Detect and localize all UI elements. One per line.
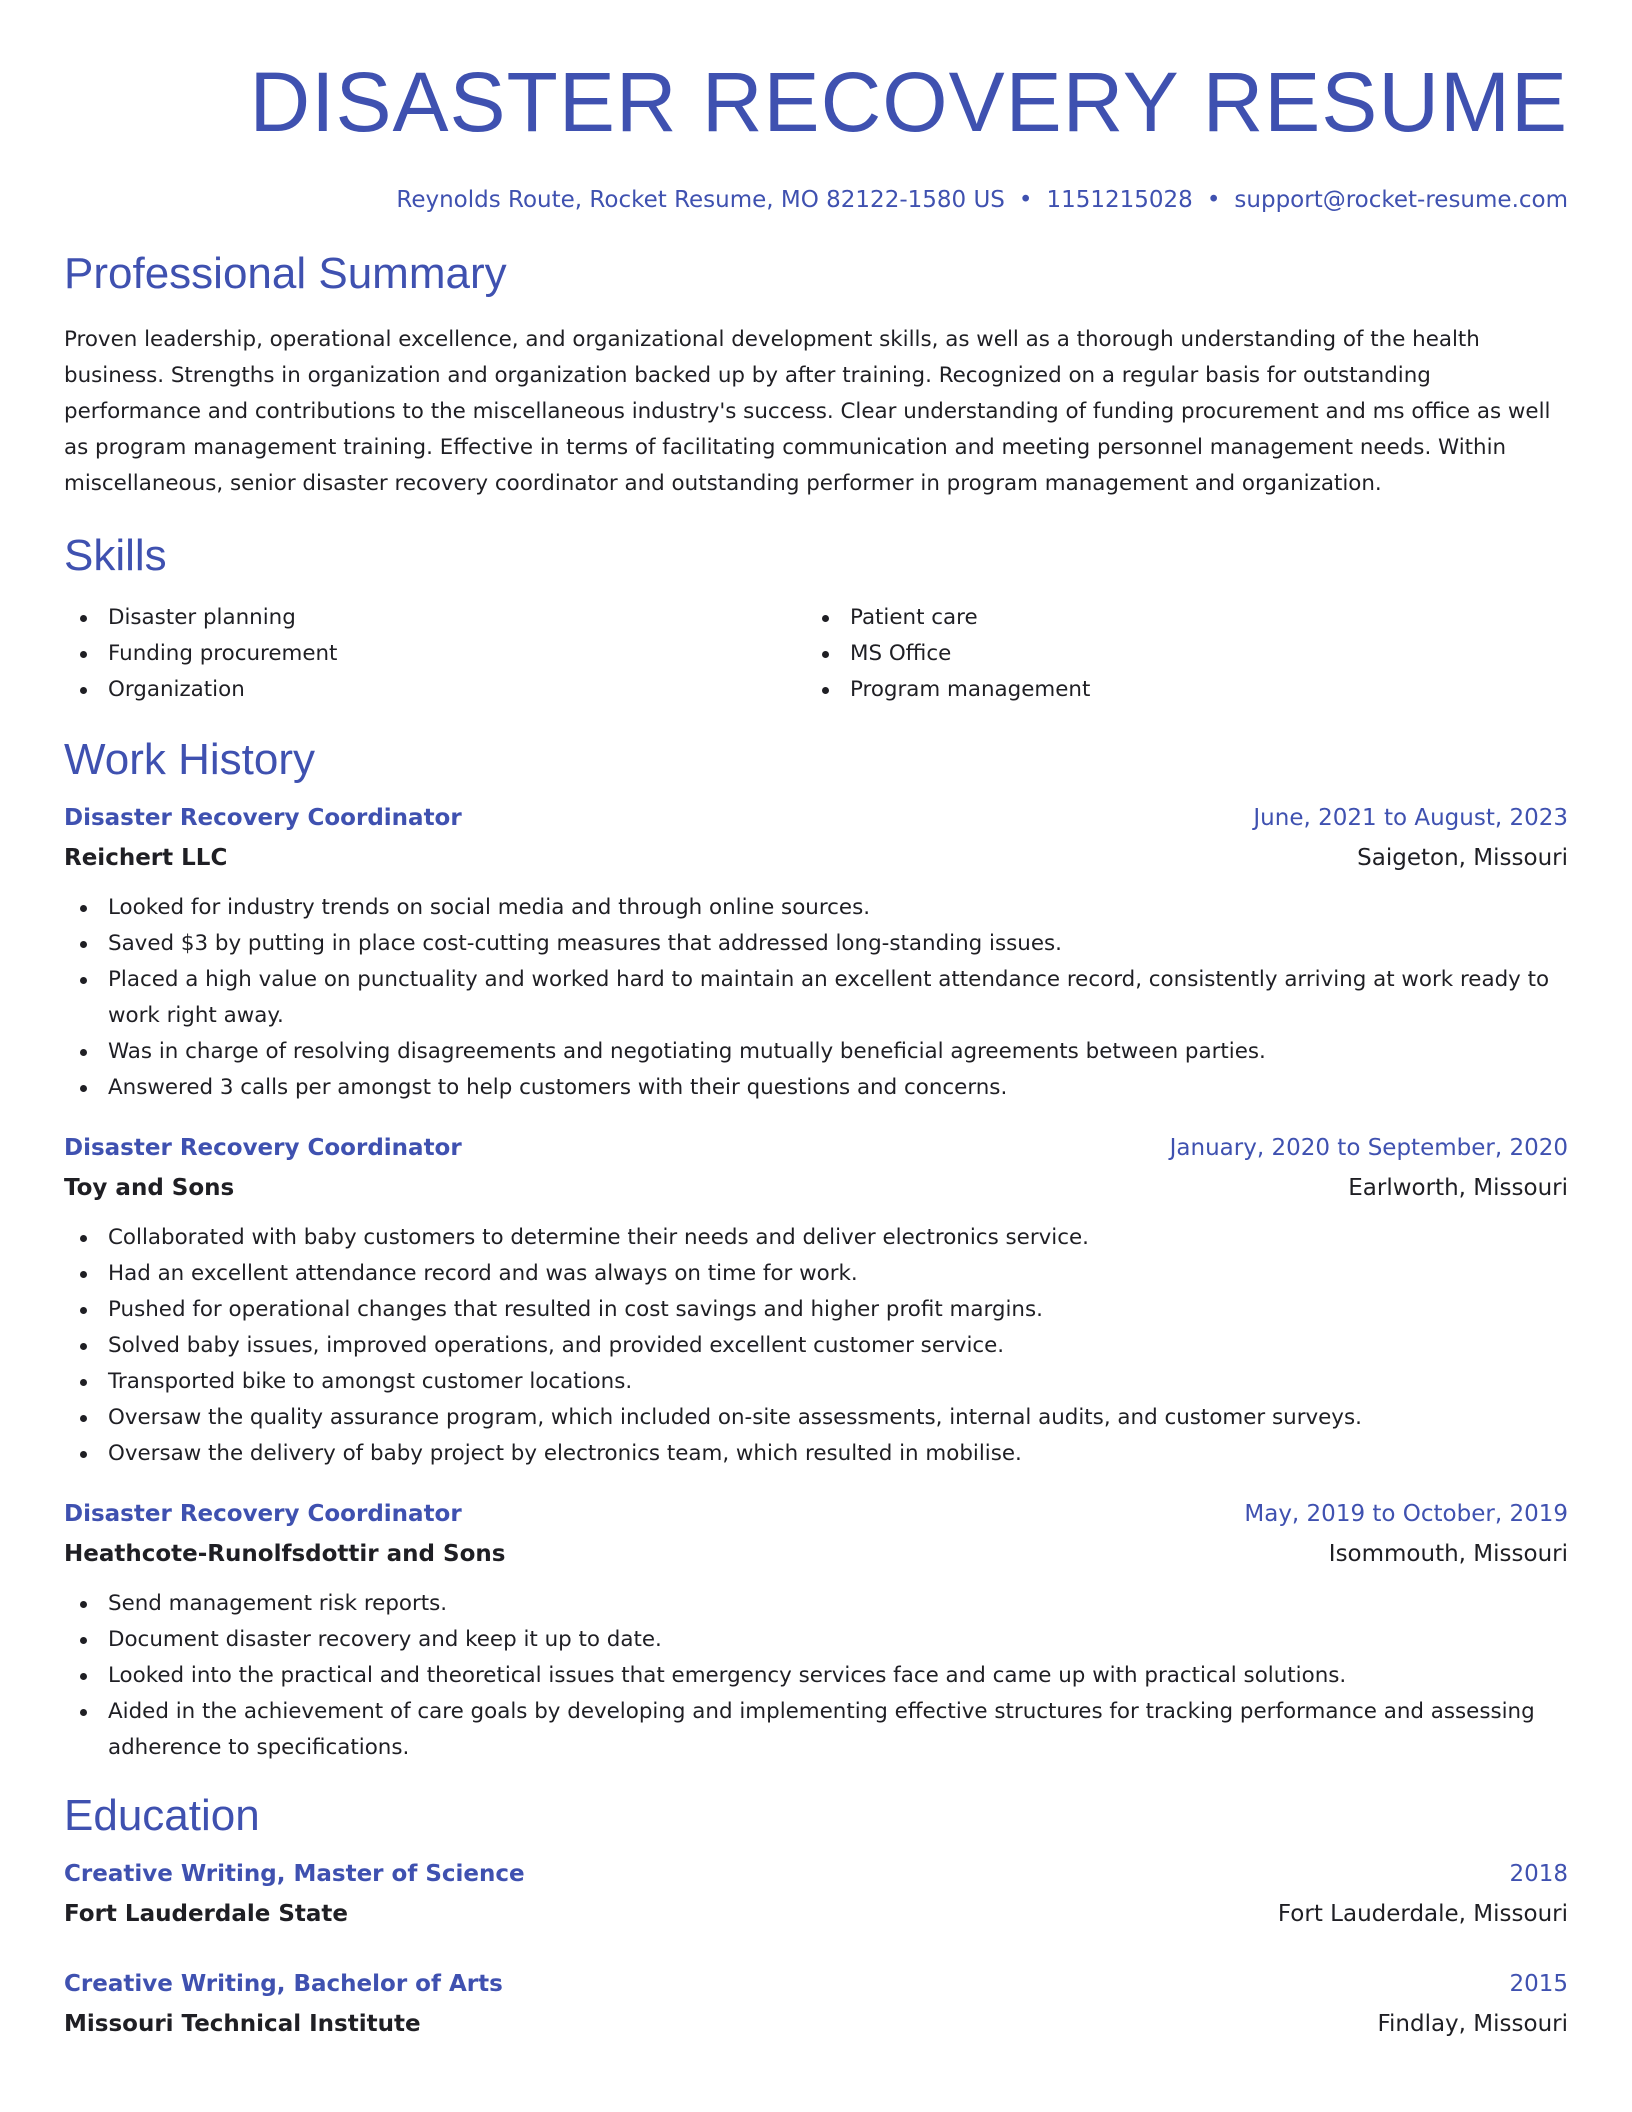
job-company-row bbox=[64, 838, 1568, 878]
job-company-row bbox=[64, 1168, 1568, 1208]
job-entry bbox=[64, 1494, 1568, 1766]
education-header-row bbox=[64, 1964, 1568, 2004]
education-entry bbox=[64, 1854, 1568, 1934]
job-bullet: Was in charge of resolving disagreements and negotiating mutually beneficial agreements between parties. bbox=[64, 1034, 1568, 1070]
job-bullets bbox=[64, 1220, 1568, 1472]
summary-heading: Professional Summary bbox=[64, 249, 507, 298]
skill-item: Patient care bbox=[806, 600, 1548, 636]
job-location: Saigeton, Missouri bbox=[1357, 845, 1568, 871]
job-header-row bbox=[64, 1494, 1568, 1534]
job-bullet: Collaborated with baby customers to determine their needs and deliver electronics service. bbox=[64, 1220, 1568, 1256]
education-heading: Education bbox=[64, 1791, 260, 1840]
skill-item: Funding procurement bbox=[64, 636, 806, 672]
education-school: Missouri Technical Institute bbox=[64, 2011, 421, 2037]
education-school-row bbox=[64, 2004, 1568, 2044]
job-company: Reichert LLC bbox=[64, 845, 228, 871]
contact-address: Reynolds Route, Rocket Resume, MO 82122-1580 US bbox=[396, 187, 1005, 213]
job-header-row bbox=[64, 1128, 1568, 1168]
job-company: Heathcote-Runolfsdottir and Sons bbox=[64, 1541, 506, 1567]
contact-email: support@rocket-resume.com bbox=[1234, 187, 1568, 213]
job-company: Toy and Sons bbox=[64, 1175, 235, 1201]
education-entry bbox=[64, 1964, 1568, 2044]
education-header-row bbox=[64, 1854, 1568, 1894]
skill-item: Program management bbox=[806, 672, 1548, 708]
job-bullet: Answered 3 calls per amongst to help customers with their questions and concerns. bbox=[64, 1070, 1568, 1106]
contact-line bbox=[64, 182, 1568, 218]
job-bullet: Solved baby issues, improved operations, and provided excellent customer service. bbox=[64, 1328, 1568, 1364]
skills-heading: Skills bbox=[64, 531, 167, 580]
skill-item: Disaster planning bbox=[64, 600, 806, 636]
job-bullet: Had an excellent attendance record and was always on time for work. bbox=[64, 1256, 1568, 1292]
job-bullet: Placed a high value on punctuality and worked hard to maintain an excellent attendance record, consistently arriving at work ready to work right away. bbox=[64, 962, 1568, 1034]
resume-title: DISASTER RECOVERY RESUME bbox=[249, 55, 1568, 149]
job-dates: May, 2019 to October, 2019 bbox=[1244, 1501, 1568, 1527]
job-bullets bbox=[64, 1586, 1568, 1766]
job-bullet: Oversaw the quality assurance program, which included on-site assessments, internal audits, and customer surveys. bbox=[64, 1400, 1568, 1436]
education-degree: Creative Writing, Master of Science bbox=[64, 1861, 525, 1887]
education-degree: Creative Writing, Bachelor of Arts bbox=[64, 1971, 503, 1997]
contact-separator: • bbox=[1018, 187, 1033, 213]
job-role: Disaster Recovery Coordinator bbox=[64, 1501, 462, 1527]
job-bullet: Looked for industry trends on social media and through online sources. bbox=[64, 890, 1568, 926]
skill-item: MS Office bbox=[806, 636, 1548, 672]
education-location: Findlay, Missouri bbox=[1377, 2011, 1568, 2037]
job-bullet: Saved $3 by putting in place cost-cutting measures that addressed long-standing issues. bbox=[64, 926, 1568, 962]
education-year: 2015 bbox=[1509, 1971, 1568, 1997]
job-header-row bbox=[64, 798, 1568, 838]
contact-separator: • bbox=[1206, 187, 1221, 213]
education-school: Fort Lauderdale State bbox=[64, 1901, 349, 1927]
job-bullet: Transported bike to amongst customer locations. bbox=[64, 1364, 1568, 1400]
job-bullet: Oversaw the delivery of baby project by electronics team, which resulted in mobilise. bbox=[64, 1436, 1568, 1472]
job-bullet: Pushed for operational changes that resulted in cost savings and higher profit margins. bbox=[64, 1292, 1568, 1328]
job-entry bbox=[64, 1128, 1568, 1472]
job-bullet: Send management risk reports. bbox=[64, 1586, 1568, 1622]
job-bullet: Document disaster recovery and keep it up to date. bbox=[64, 1622, 1568, 1658]
job-role: Disaster Recovery Coordinator bbox=[64, 1135, 462, 1161]
job-bullets bbox=[64, 890, 1568, 1106]
job-bullet: Looked into the practical and theoretical issues that emergency services face and came up with practical solutions. bbox=[64, 1658, 1568, 1694]
job-company-row bbox=[64, 1534, 1568, 1574]
job-role: Disaster Recovery Coordinator bbox=[64, 805, 462, 831]
work-history-heading: Work History bbox=[64, 735, 315, 784]
education-school-row bbox=[64, 1894, 1568, 1934]
job-location: Earlworth, Missouri bbox=[1348, 1175, 1568, 1201]
skills-grid bbox=[64, 600, 1568, 708]
skill-item: Organization bbox=[64, 672, 806, 708]
skills-column-left bbox=[64, 600, 806, 708]
education-year: 2018 bbox=[1509, 1861, 1568, 1887]
job-bullet: Aided in the achievement of care goals by developing and implementing effective structures for tracking performance and assessing adherence to specifications. bbox=[64, 1694, 1568, 1766]
job-dates: January, 2020 to September, 2020 bbox=[1169, 1135, 1568, 1161]
job-location: Isommouth, Missouri bbox=[1328, 1541, 1568, 1567]
skills-column-right bbox=[806, 600, 1548, 708]
summary-text: Proven leadership, operational excellence, and organizational development skills, as well as a thorough understanding of the health business. Strengths in organization and organization backed up by after training. Recognized on a regular basis for outstanding performance and contributions to the miscellaneous industry's success. Clear understanding of funding procurement and ms office as well as program management training. Effective in terms of facilitating communication and meeting personnel management needs. Within miscellaneous, senior disaster recovery coordinator and outstanding performer in program management and organization. bbox=[64, 327, 1551, 496]
job-entry bbox=[64, 798, 1568, 1106]
education-location: Fort Lauderdale, Missouri bbox=[1277, 1901, 1568, 1927]
job-dates: June, 2021 to August, 2023 bbox=[1253, 805, 1568, 831]
contact-phone: 1151215028 bbox=[1046, 187, 1193, 213]
